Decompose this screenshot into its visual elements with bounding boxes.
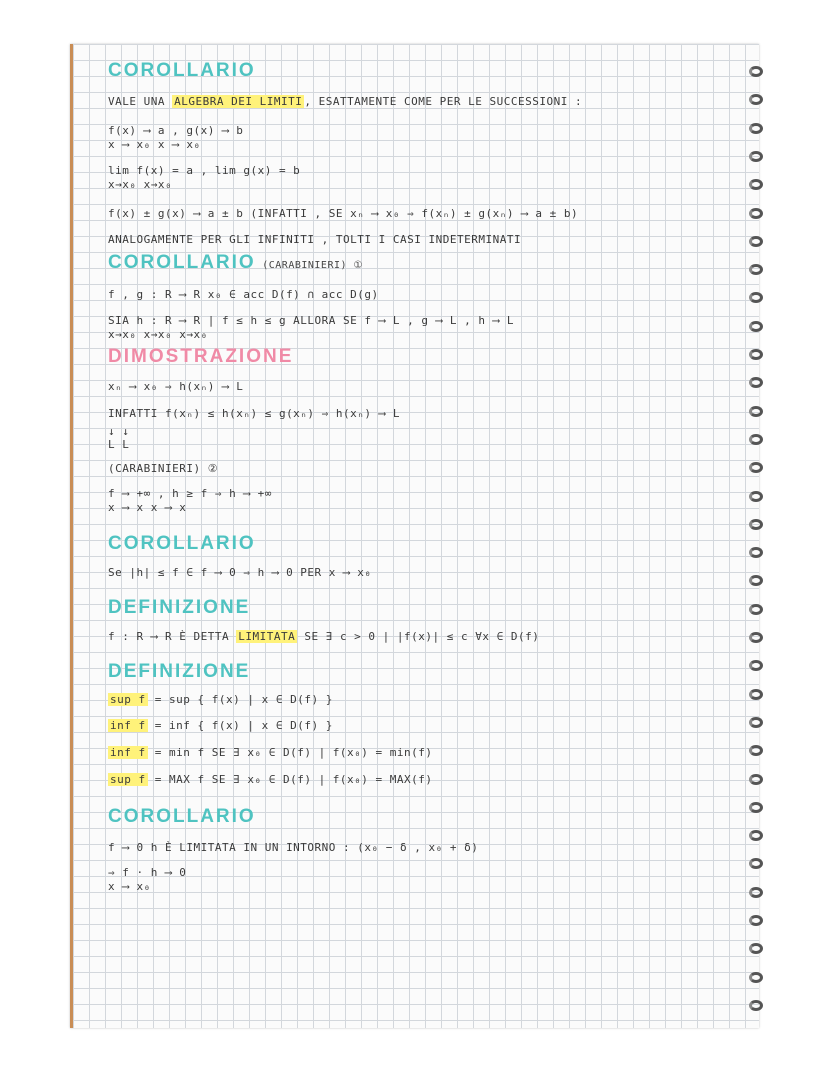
highlighted-text: LIMITATA bbox=[238, 630, 296, 643]
spiral-ring bbox=[749, 830, 763, 841]
note-line: xₙ ⟶ x₀ ⇒ h(xₙ) ⟶ L bbox=[108, 380, 244, 393]
note-line: VALE UNA ALGEBRA DEI LIMITI , ESATTAMENTE COME PER LE SUCCESSIONI : bbox=[108, 95, 583, 108]
heading-text: COROLLARIO bbox=[108, 252, 256, 273]
heading-text: DEFINIZIONE bbox=[108, 597, 251, 618]
spiral-ring bbox=[749, 123, 763, 134]
note-line: inf f = inf { f(x) | x ∈ D(f) } bbox=[110, 719, 333, 732]
spiral-ring bbox=[749, 321, 763, 332]
note-line: ⇒ f · h ⟶ 0 bbox=[108, 866, 187, 879]
spiral-ring bbox=[749, 689, 763, 700]
spiral-ring bbox=[749, 858, 763, 869]
highlighted-text: sup f bbox=[110, 773, 146, 786]
note-line: x→x₀ x→x₀ bbox=[108, 178, 173, 191]
spiral-ring bbox=[749, 236, 763, 247]
highlighted-text: inf f bbox=[110, 719, 146, 732]
note-line: f ⟶ 0 h È LIMITATA IN UN INTORNO : (x₀ − δ , x₀ + δ) bbox=[108, 841, 479, 854]
heading-text: COROLLARIO bbox=[108, 60, 256, 81]
note-line: ANALOGAMENTE PER GLI INFINITI , TOLTI I CASI INDETERMINATI bbox=[108, 233, 522, 246]
spiral-ring bbox=[749, 519, 763, 530]
spiral-ring bbox=[749, 264, 763, 275]
spiral-ring bbox=[749, 575, 763, 586]
spiral-ring bbox=[749, 915, 763, 926]
note-line: sup f = sup { f(x) | x ∈ D(f) } bbox=[110, 693, 333, 706]
spiral-ring bbox=[749, 349, 763, 360]
spiral-ring bbox=[749, 292, 763, 303]
heading-note: (CARABINIERI) ① bbox=[255, 260, 363, 271]
note-line: f , g : R ⟶ R x₀ ∈ acc D(f) ∩ acc D(g) bbox=[108, 288, 379, 301]
spiral-ring bbox=[749, 208, 763, 219]
spiral-ring bbox=[749, 406, 763, 417]
note-line: lim f(x) = a , lim g(x) = b bbox=[108, 164, 301, 177]
corollario-heading bbox=[108, 806, 256, 828]
spiral-ring bbox=[749, 660, 763, 671]
note-line: f ⟶ +∞ , h ≥ f ⇒ h ⟶ +∞ bbox=[108, 487, 272, 500]
spiral-ring bbox=[749, 491, 763, 502]
note-line: x→x₀ x→x₀ x→x₀ bbox=[108, 328, 208, 341]
note-line: inf f = min f SE ∃ x₀ ∈ D(f) | f(x₀) = min(f) bbox=[110, 746, 433, 759]
spiral-ring bbox=[749, 943, 763, 954]
heading-text: COROLLARIO bbox=[108, 806, 256, 827]
spiral-ring bbox=[749, 377, 763, 388]
spiral-ring bbox=[749, 66, 763, 77]
note-line: x ⟶ x₀ bbox=[108, 880, 151, 893]
note-line: INFATTI f(xₙ) ≤ h(xₙ) ≤ g(xₙ) ⇒ h(xₙ) ⟶ L bbox=[108, 407, 401, 420]
spiral-ring bbox=[749, 604, 763, 615]
heading-text: DEFINIZIONE bbox=[108, 661, 251, 682]
note-line: f(x) ± g(x) ⟶ a ± b (INFATTI , SE xₙ ⟶ x₀ ⇒ f(xₙ) ± g(xₙ) ⟶ a ± b) bbox=[108, 207, 579, 220]
note-line: sup f = MAX f SE ∃ x₀ ∈ D(f) | f(x₀) = MAX(f) bbox=[110, 773, 433, 786]
note-line: f : R ⟶ R È DETTA LIMITATA SE ∃ c > 0 | |f(x)| ≤ c ∀x ∈ D(f) bbox=[108, 630, 540, 643]
corollario-heading bbox=[108, 60, 256, 82]
highlighted-text: ALGEBRA DEI LIMITI bbox=[174, 95, 303, 108]
spiral-ring bbox=[749, 462, 763, 473]
note-line: SIA h : R ⟶ R | f ≤ h ≤ g ALLORA SE f ⟶ L , g ⟶ L , h ⟶ L bbox=[108, 314, 514, 327]
spiral-ring bbox=[749, 802, 763, 813]
note-line: L L bbox=[108, 438, 130, 451]
spiral-ring bbox=[749, 632, 763, 643]
spiral-ring bbox=[749, 717, 763, 728]
highlighted-text: inf f bbox=[110, 746, 146, 759]
spiral-ring bbox=[749, 774, 763, 785]
spiral-ring bbox=[749, 745, 763, 756]
spiral-ring bbox=[749, 547, 763, 558]
definizione-heading bbox=[108, 661, 250, 683]
note-line: (CARABINIERI) ② bbox=[108, 462, 219, 475]
note-line: f(x) ⟶ a , g(x) ⟶ b bbox=[108, 124, 244, 137]
note-line: Se |h| ≤ f ∈ f ⟶ 0 ⇒ h ⟶ 0 PER x ⟶ x₀ bbox=[108, 566, 372, 579]
corollario-heading bbox=[108, 252, 363, 274]
dimostrazione-heading bbox=[108, 346, 293, 368]
note-line: x ⟶ x x ⟶ x bbox=[108, 501, 187, 514]
heading-text: DIMOSTRAZIONE bbox=[108, 346, 294, 367]
spiral-ring bbox=[749, 94, 763, 105]
spiral-ring bbox=[749, 179, 763, 190]
heading-text: COROLLARIO bbox=[108, 533, 256, 554]
spiral-ring bbox=[749, 151, 763, 162]
definizione-heading bbox=[108, 597, 250, 619]
spiral-ring bbox=[749, 887, 763, 898]
spiral-ring bbox=[749, 972, 763, 983]
highlighted-text: sup f bbox=[110, 693, 146, 706]
note-line: ↓ ↓ bbox=[108, 425, 130, 438]
spiral-ring bbox=[749, 1000, 763, 1011]
spiral-ring bbox=[749, 434, 763, 445]
corollario-heading bbox=[108, 533, 256, 555]
note-line: x ⟶ x₀ x ⟶ x₀ bbox=[108, 138, 201, 151]
